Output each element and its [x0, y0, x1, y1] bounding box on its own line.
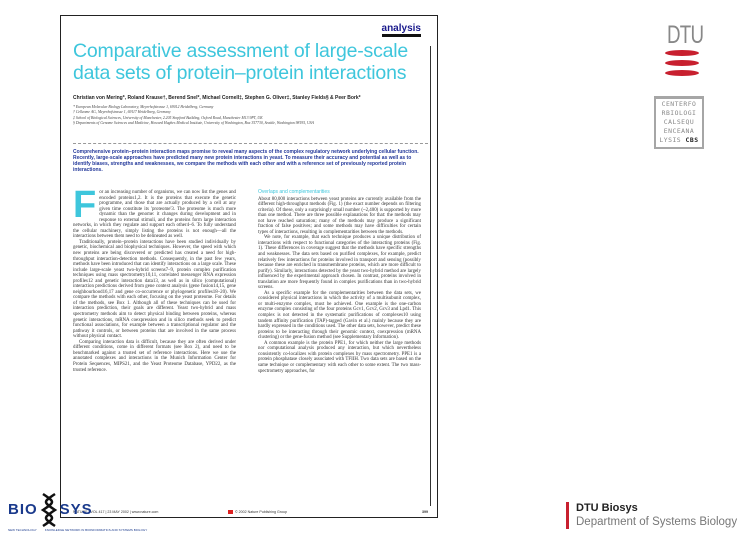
- biosys-subtitle: KNOWLEDGE NETWORK IN BIOINFORMATICS AND SYSTEMS BIOLOGY: [44, 528, 148, 532]
- dna-helix-icon: [40, 494, 58, 526]
- paper-affiliations: [73, 105, 428, 126]
- biosys-logo-text: BIO: [8, 501, 38, 518]
- section-heading: Overlaps and complementarities: [258, 189, 330, 195]
- right-column: [258, 190, 421, 508]
- cbs-logo-line: CALSEQU: [663, 117, 695, 126]
- biosys-logo-text: SYS: [59, 501, 93, 518]
- dtu-wave-icon: [665, 50, 699, 56]
- paragraph: As a specific example for the complementarities between the data sets, we considered physical interactions in which the activity of a multisubunit complex, or multi-enzyme complex, must be achieved. One example is the one-carbon enzyme complex consisting of the four proteins Gcv1, Gcv2, Gcv3 and Lpd1. This complex is not detected in the systematic purifications of complexes10 using tandem affinity purification (TAP)-tagged (Gavin et al.) mainly because they are hardly expressed in the conditions used. The other data sets, however, predict these proteins to be interacting through their genomic context, coexpression (mRNA clustering) or the gene-fusion method (see Supplementary Information).: [258, 290, 421, 341]
- paper-abstract: Comprehensive protein–protein interaction maps promise to reveal many aspects of the complex regulatory network underlying cellular function. Recently, large-scale approaches have predicted many new protein interactions in yeast. To measure their accuracy and potential as well as to identify biases, strengths and weaknesses, we compare the methods with each other and with a reference set of previously reported protein interactions.: [73, 149, 419, 173]
- paragraph: About 80,000 interactions between yeast proteins are currently available from the different high-throughput methods (Fig. 1) (the exact number depends on filtering criteria). Of these, only a surprisingly small number (~2,400) is supported by more than one method. There are three possible explanations for that: the methods may not have reached saturation; many of the methods may produce a significant fraction of false positives; and some methods may have difficulties for certain types of interactions, resulting in complementarities between the methods.: [258, 196, 421, 235]
- divider: [73, 143, 428, 144]
- cbs-logo-line: CENTERFO: [661, 100, 697, 108]
- cbs-logo-line: RBIOLOGI: [661, 108, 697, 117]
- left-column: [73, 184, 236, 508]
- paragraph: Comparing interaction data is difficult, because they are often derived under different conditions, come in different formats (see Box 2), and need to be benchmarked against a trusted set of reference interactions. Here we use the annotated complexes and interactions in the Munich Information Center for Protein Sequences, MIPS21, and the Yeast Proteome Database, YPD22, as the trusted reference.: [73, 339, 236, 373]
- cbs-logo: [654, 96, 704, 149]
- biosys-subtitle: NEW TECHNOLOGY: [8, 528, 37, 532]
- cbs-logo-line: LYSIS CBS: [659, 135, 699, 144]
- dtu-biosys-logo: [566, 502, 737, 529]
- dtu-logo-text: DTU: [667, 21, 704, 49]
- cbs-logo-line: ENCEANA: [663, 126, 695, 135]
- paragraph: or an increasing number of organisms, we can now list the genes and encoded proteins1,2. It is the proteins that execute the genetic programme, and those that are actually produced by a cell at any given time constitute its 'proteome'3. The proteome is much more dynamic than the genome: it changes during development and in response to external stimuli, and the proteins form large interaction networks, in which they regulate and support each other4–6. To fully understand the cellular machinery, simply listing the proteins is not enough—all the interactions between them need to be delineated as well.: [73, 190, 236, 240]
- paper-authors: Christian von Mering*, Roland Krause†, Berend Snel*, Michael Cornell‡, Stephen G. Oliver‡, Stanley Fields§ & Peer Bork*: [73, 95, 361, 101]
- dtu-wave-icon: [665, 60, 699, 66]
- affiliation: * European Molecular Biology Laboratory, Meyerhofstrasse 1, 69012 Heidelberg, Germany: [73, 105, 214, 109]
- dtu-biosys-department: Department of Systems Biology: [576, 516, 737, 528]
- affiliation: † Cellzome AG, Meyerhofstrasse 1, 69117 Heidelberg, Germany: [73, 110, 171, 115]
- dtu-wave-icon: [665, 70, 699, 76]
- margin-rule: [430, 46, 431, 506]
- affiliation: ‡ School of Biological Sciences, University of Manchester, 2.205 Stopford Building, Oxford Road, Manchester M13 9PT, UK: [73, 115, 263, 120]
- affiliation: § Departments of Genome Sciences and Medicine, Howard Hughes Medical Institute, University of Washington, Box 357730, Seattle, Washington 98195, USA: [73, 120, 314, 125]
- biosys-logo: [8, 494, 268, 540]
- section-tag: analysis: [382, 23, 421, 37]
- paragraph: We note, for example, that each technique produces a unique distribution of interactions with respect to functional categories of the interacting proteins (Fig. 1). These differences in coverage suggest that the methods have specific strengths and weaknesses. The data sets based on purified complexes, for example, predict relatively few interactions for proteins involved in transport and sensing (possibly because these are enriched in transmembrane proteins, which are more difficult to purify). Similarly, interactions detected by the yeast two-hybrid method are largely influenced by the experimental approach chosen. In contrast, proteins involved in translation are more frequently found in complex purifications than in two-hybrid screens.: [258, 235, 421, 291]
- footer-copyright: © 2002 Nature Publishing Group: [228, 510, 287, 514]
- paper-page-image: [60, 15, 438, 518]
- paragraph: Traditionally, protein–protein interactions have been studied individually by genetic, biochemical and biophysical techniques. However, the speed with which new proteins are being discovered or predicted has created a need for high-throughput interaction-detection methods. Consequently, in the past few years, methods have been introduced that can identify interactions on a large scale. These include large-scale yeast two-hybrid screens7–9, protein complex purification techniques using mass spectrometry10,11, correlated messenger RNA expression profiles12 and genetic interaction data13, as well as in silico (computational) interaction predictions derived from gene context analysis (gene fusion14,15, gene neighbourhood16,17 and gene co-occurrence or phylogenetic profiles18–20). We compare the methods with each other, focusing on the yeast proteome. For details of the methods, see Box 1. Although all of these techniques can be used for interaction prediction, their goals are different. Yeast two-hybrid and mass spectrometry methods aim to detect physical binding between proteins, whereas genetic interactions, mRNA coexpression and in silico methods seek to predict functional associations, for example between a transcriptional regulator and the pathway it controls, or between proteins that are involved in the same process without physical contact.: [73, 239, 236, 340]
- page-number: 399: [422, 510, 428, 514]
- paragraph: A common example is the protein PPE1, for which neither the large methods nor computational analysis produced any interaction, but which nevertheless consistently co-localizes with protein complexes by mass spectrometry. PPE1 is a protein phosphatase closely associated with TFIIH. Two data sets are based on the same technique or complementary with each other to some extent. The two mass-spectrometry approaches, for: [258, 340, 421, 374]
- footer-citation: NATURE | VOL 417 | 23 MAY 2002 | www.nature.com: [73, 510, 159, 514]
- dtu-logo: [662, 21, 704, 76]
- drop-cap: F: [73, 184, 97, 226]
- paper-title: Comparative assessment of large-scale data sets of protein–protein interactions: [73, 40, 409, 84]
- dtu-biosys-name: DTU Biosys: [576, 502, 638, 514]
